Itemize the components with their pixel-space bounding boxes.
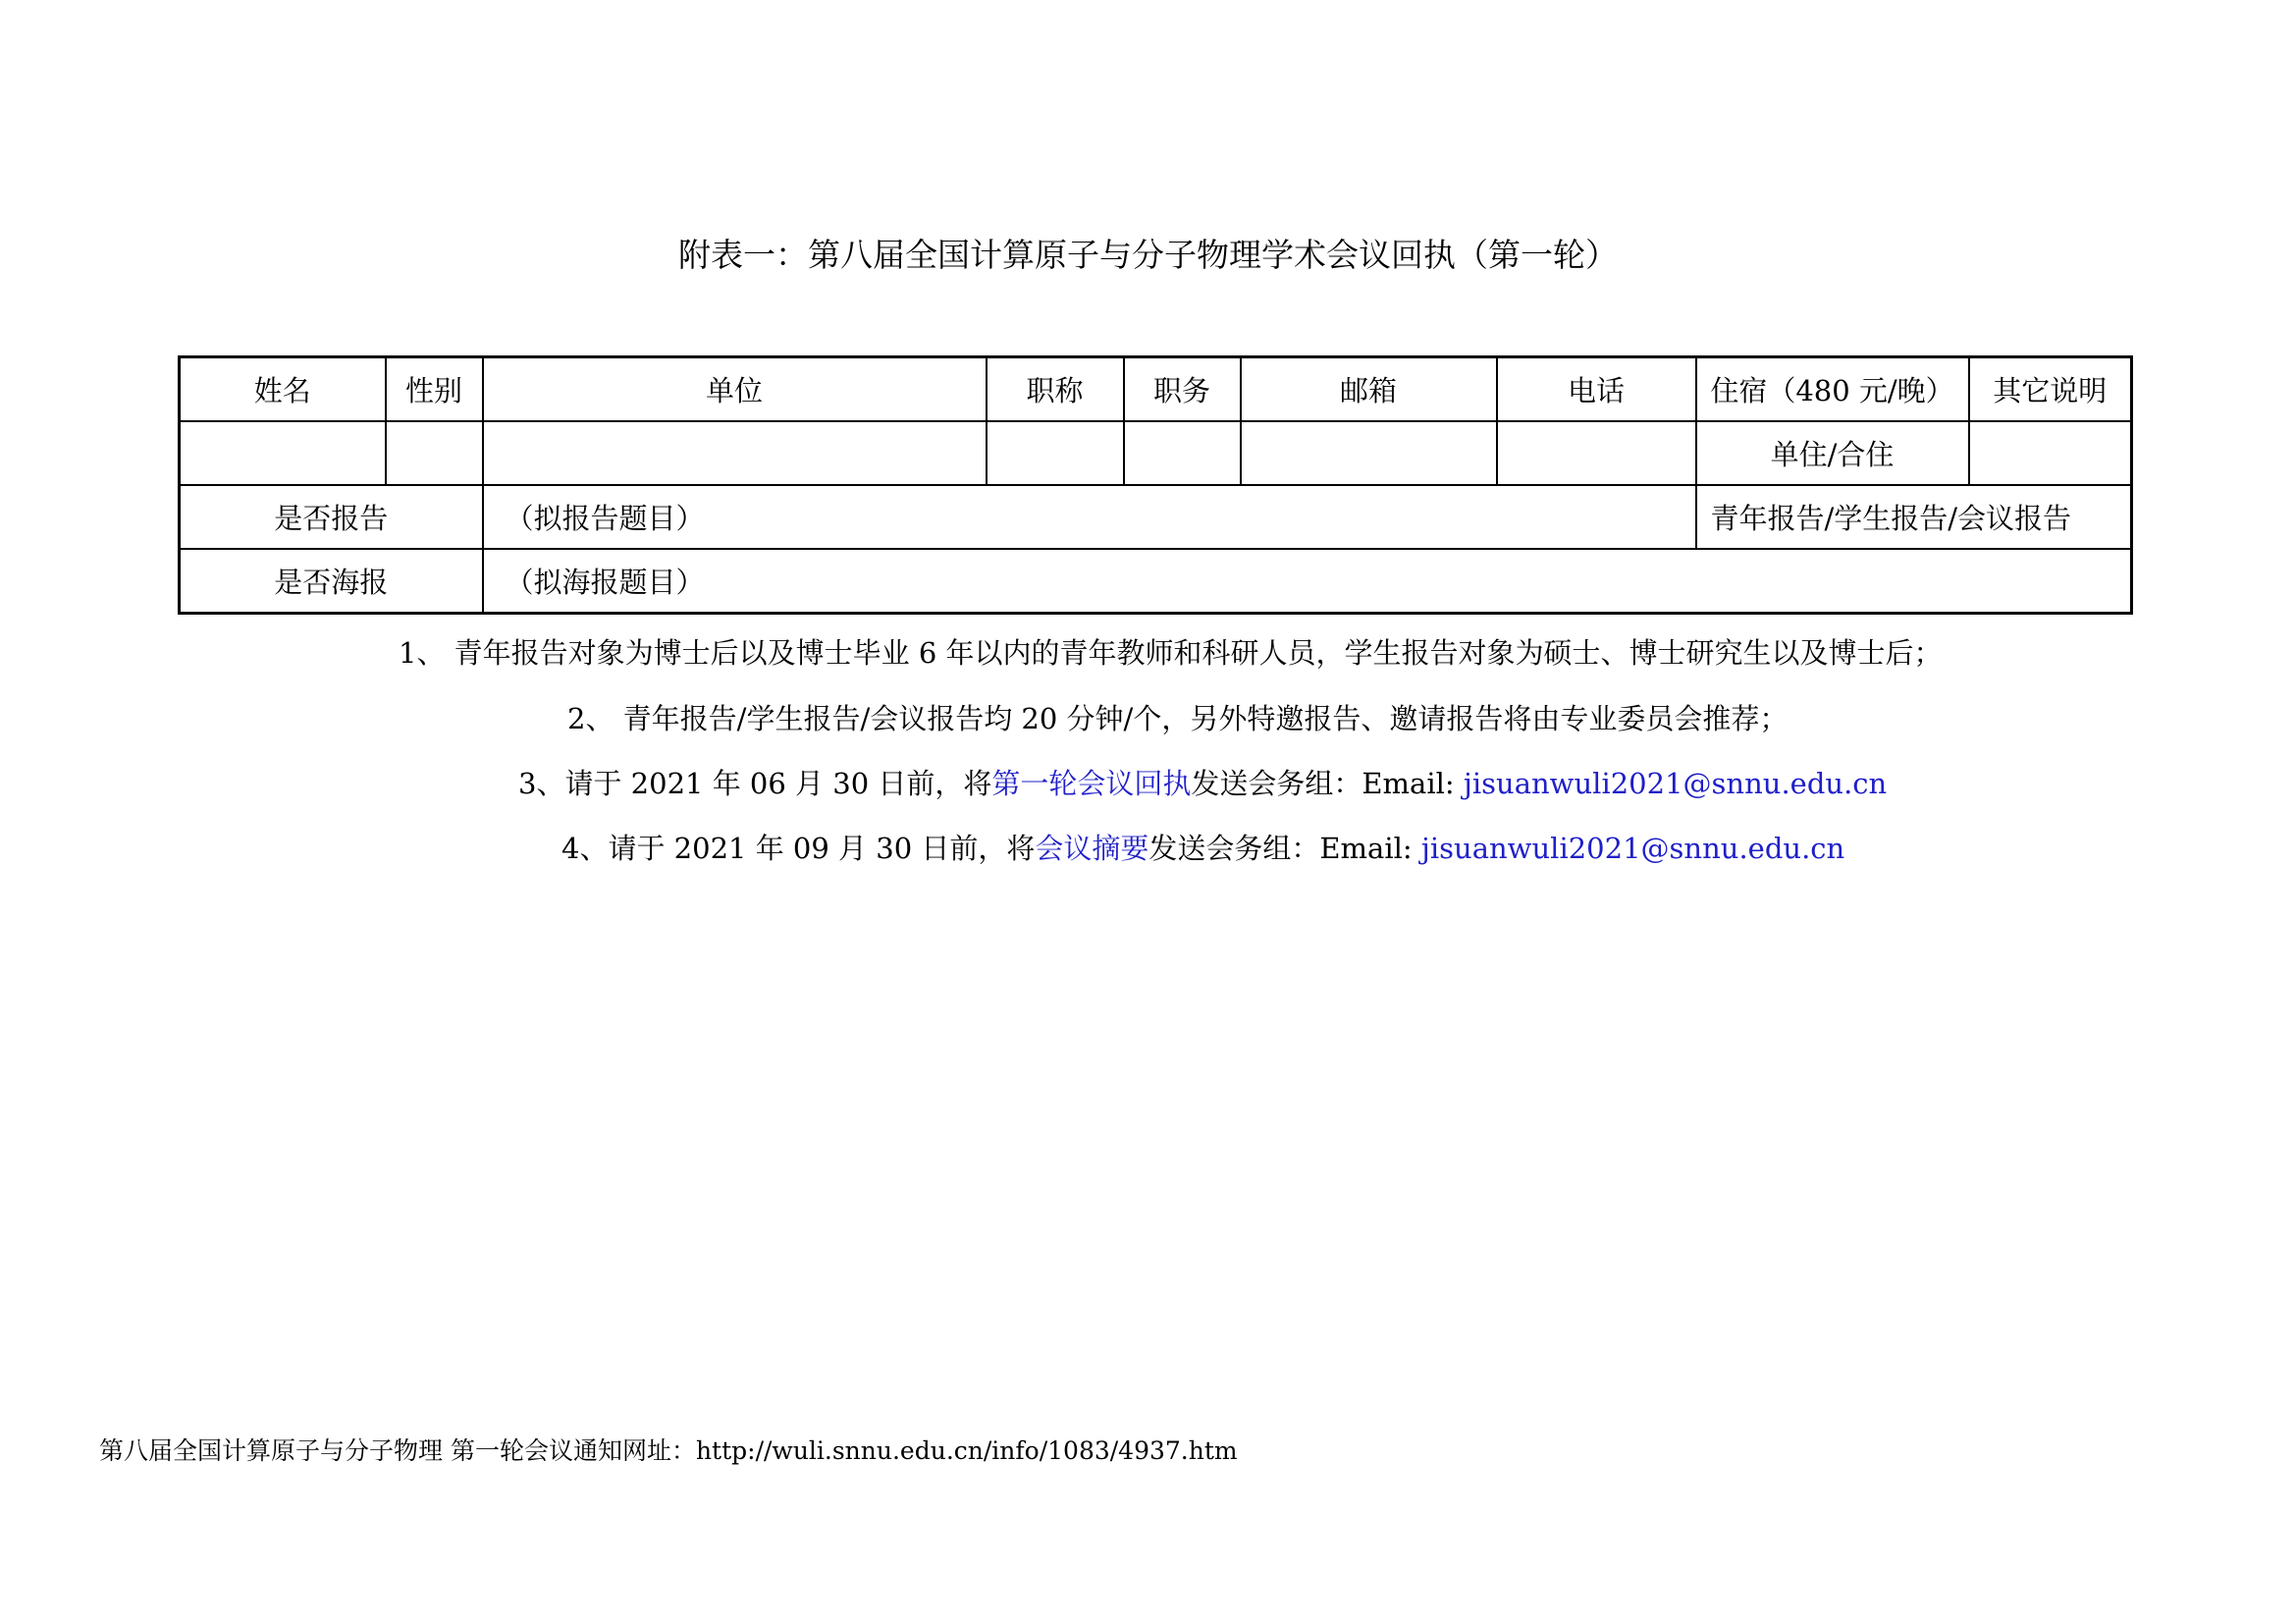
note-4 (561, 831, 1844, 866)
header-title: 职称 (987, 357, 1124, 422)
note-4-abstract-link[interactable]: 会议摘要 (1035, 832, 1149, 865)
gender-cell[interactable] (386, 421, 483, 485)
header-phone: 电话 (1497, 357, 1696, 422)
header-affiliation: 单位 (483, 357, 987, 422)
email-cell[interactable] (1241, 421, 1497, 485)
position-cell[interactable] (1124, 421, 1241, 485)
note-4-email-link[interactable]: jisuanwuli2021@snnu.edu.cn (1420, 832, 1845, 865)
note-3-receipt-link[interactable]: 第一轮会议回执 (991, 767, 1192, 800)
note-4-prefix: 4、请于 2021 年 09 月 30 日前，将 (561, 832, 1036, 865)
header-email: 邮箱 (1241, 357, 1497, 422)
note-3 (518, 766, 1887, 801)
note-1: 1、 青年报告对象为博士后以及博士毕业 6 年以内的青年教师和科研人员，学生报告对象为硕士、博士研究生以及博士后； (399, 636, 1943, 670)
report-title-cell[interactable]: （拟报告题目） (483, 485, 1696, 549)
affiliation-cell[interactable] (483, 421, 987, 485)
other-notes-cell[interactable] (1969, 421, 2132, 485)
note-3-suffix: 发送会务组：Email: (1191, 767, 1464, 800)
poster-title-cell[interactable]: （拟海报题目） (483, 549, 2132, 614)
report-label: 是否报告 (180, 485, 483, 549)
note-4-suffix: 发送会务组：Email: (1148, 832, 1421, 865)
header-position: 职务 (1124, 357, 1241, 422)
header-gender: 性别 (386, 357, 483, 422)
title-cell[interactable] (987, 421, 1124, 485)
name-cell[interactable] (180, 421, 386, 485)
note-3-email-link[interactable]: jisuanwuli2021@snnu.edu.cn (1463, 767, 1888, 800)
lodging-option-cell[interactable]: 单住/合住 (1696, 421, 1969, 485)
header-name: 姓名 (180, 357, 386, 422)
note-3-prefix: 3、请于 2021 年 06 月 30 日前，将 (518, 767, 992, 800)
footer-url-note: 第八届全国计算原子与分子物理 第一轮会议通知网址：http://wuli.snnu.edu.cn/info/1083/4937.htm (99, 1436, 1238, 1465)
header-lodging: 住宿（480 元/晚） (1696, 357, 1969, 422)
page-title: 附表一：第八届全国计算原子与分子物理学术会议回执（第一轮） (678, 236, 1618, 274)
header-row (180, 357, 2132, 422)
report-type-cell[interactable]: 青年报告/学生报告/会议报告 (1696, 485, 2132, 549)
poster-label: 是否海报 (180, 549, 483, 614)
note-2: 2、 青年报告/学生报告/会议报告均 20 分钟/个，另外特邀报告、邀请报告将由专业委员会推荐； (567, 702, 1789, 735)
report-row (180, 485, 2132, 549)
registration-table (178, 355, 2133, 615)
header-other-notes: 其它说明 (1969, 357, 2132, 422)
entry-row (180, 421, 2132, 485)
phone-cell[interactable] (1497, 421, 1696, 485)
poster-row (180, 549, 2132, 614)
